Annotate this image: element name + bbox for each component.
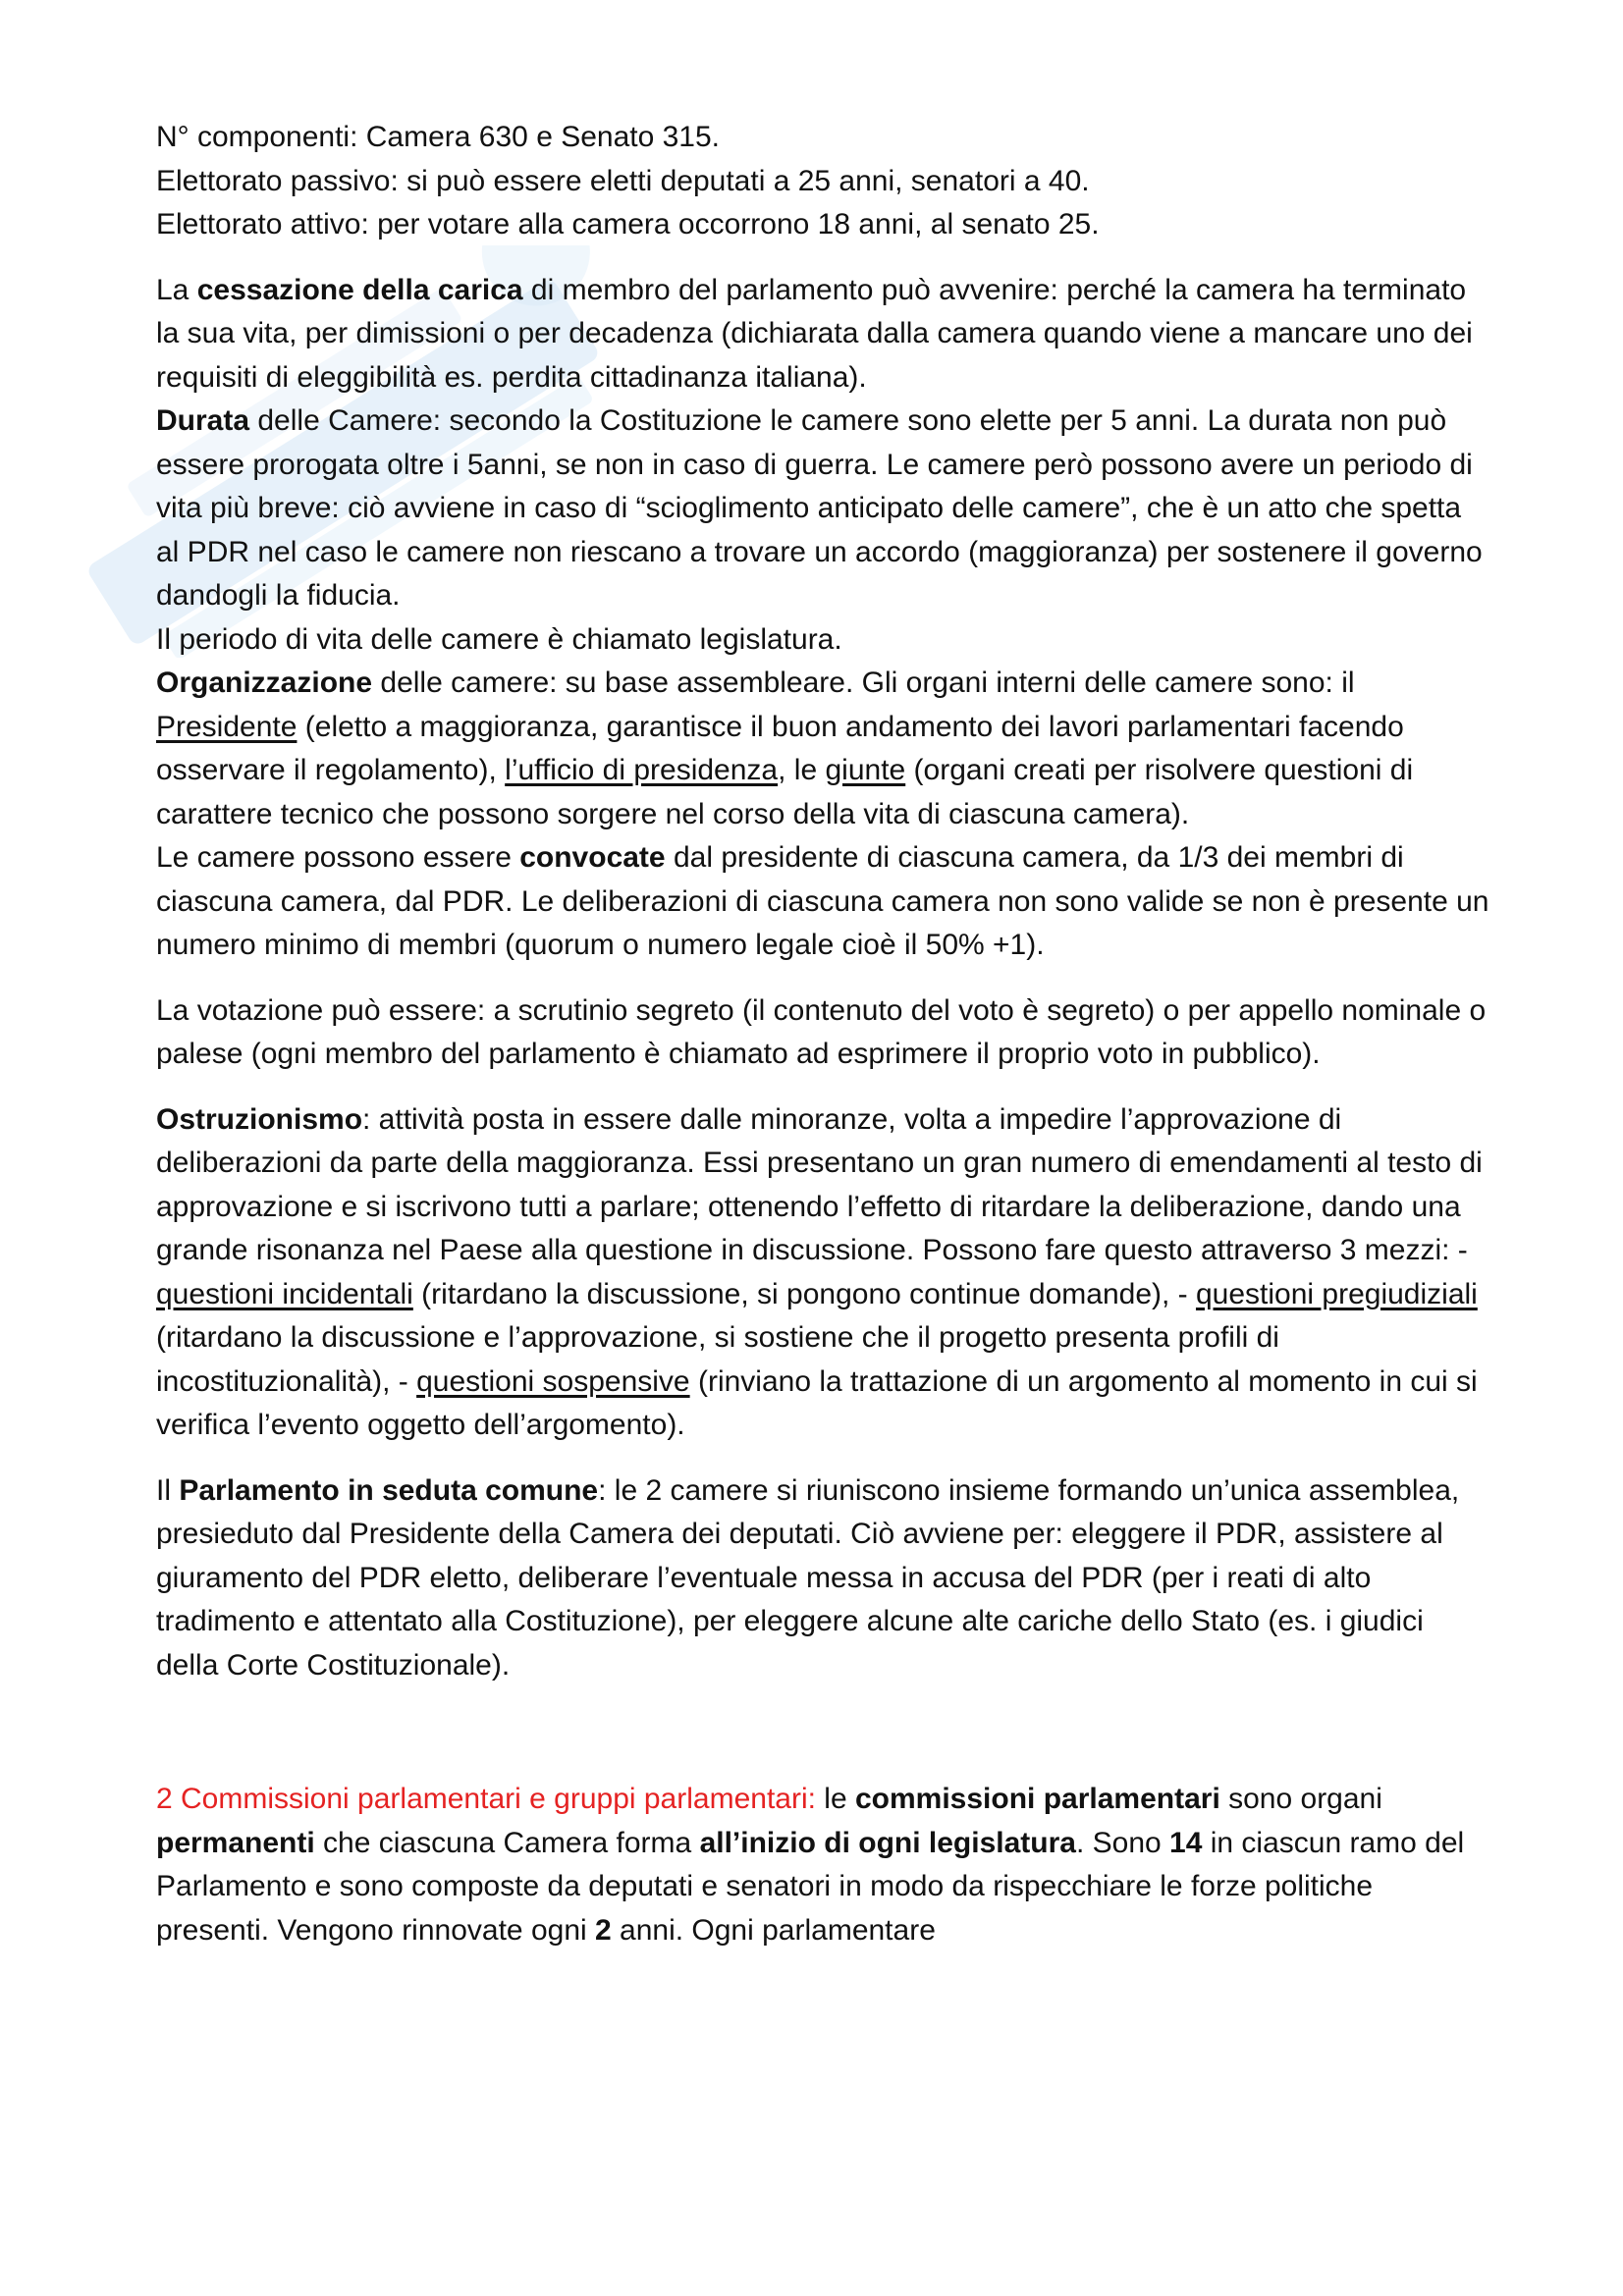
paragraph-convocazione: [156, 836, 1491, 968]
text-run: che ciascuna Camera forma: [314, 1826, 700, 1859]
paragraph-organizzazione: [156, 662, 1491, 836]
bold-term-commissioni: commissioni parlamentari: [854, 1783, 1220, 1815]
text-run: delle camere: su base assembleare. Gli organi interni delle camere sono: il: [372, 667, 1355, 699]
text-run: , le: [778, 754, 826, 786]
text-run: sono organi: [1219, 1783, 1382, 1815]
line-elettorato-attivo: Elettorato attivo: per votare alla camera occorrono 18 anni, al senato 25.: [156, 208, 1100, 240]
text-run: (organi creati per risolvere questioni di carattere tecnico che possono sorgere nel corso della vita di ciascuna camera).: [156, 754, 1414, 830]
text-run: delle Camere: secondo la Costituzione le camere sono elette per 5 anni. La durata non può essere prorogata oltre i 5anni, se non in caso di guerra. Le camere però possono avere un periodo di vita più breve: ciò avviene in caso di “scioglimento anticipato delle camere”, che è un atto che spetta al PDR nel caso le camere non riescano a trovare un accordo (maggioranza) per sostenere il governo dandogli la fiducia.: [156, 404, 1483, 612]
bold-term-convocate: convocate: [519, 841, 666, 874]
text-run: La: [156, 273, 197, 306]
text-run: di membro del parlamento può avvenire: perché la camera ha terminato la sua vita, per dimissioni o per decadenza (dichiarata dalla camera quando viene a mancare uno dei requisiti di eleggibilità es. perdita cittadinanza italiana).: [156, 273, 1473, 394]
underlined-term-incidentali: questioni incidentali: [156, 1277, 413, 1310]
underlined-term-pregiudiziali: questioni pregiudiziali: [1195, 1277, 1478, 1310]
bold-term-permanenti: permanenti: [156, 1826, 315, 1859]
paragraph-legislatura: Il periodo di vita delle camere è chiamato legislatura.: [156, 622, 842, 656]
bold-term-seduta-comune: Parlamento in seduta comune: [179, 1473, 599, 1507]
text-run: (ritardano la discussione, si pongono continue domande), -: [412, 1277, 1196, 1310]
text-run: (ritardano la discussione e l’approvazione, si sostiene che il progetto presenta profili di incostituzionalità), -: [156, 1321, 1279, 1398]
paragraph-seduta-comune: [156, 1469, 1491, 1688]
text-run: (eletto a maggioranza, garantisce il buon andamento dei lavori parlamentari facendo osservare il regolamento),: [156, 710, 1404, 786]
line-componenti: N° componenti: Camera 630 e Senato 315.: [156, 121, 721, 153]
paragraph-durata: [156, 400, 1491, 618]
text-run: : le 2 camere si riuniscono insieme formando un’unica assemblea, presieduto dal Presidente della Camera dei deputati. Ciò avviene per: eleggere il PDR, assistere al giuramento del PDR eletto, deliberare l’eventuale messa in accusa del PDR (per i reati di alto tradimento e attentato alla Costituzione), per eleggere alcune alte cariche dello Stato (es. i giudici della Corte Costituzionale).: [156, 1473, 1460, 1682]
document-body: [156, 116, 1491, 1952]
text-run: le: [815, 1783, 855, 1815]
text-run: Le camere possono essere: [156, 841, 520, 874]
text-run: . Sono: [1075, 1826, 1170, 1859]
text-run: anni. Ogni parlamentare: [611, 1913, 936, 1947]
bold-term-organizzazione: Organizzazione: [156, 667, 373, 699]
paragraph-componenti: [156, 116, 1491, 247]
text-run: Il: [156, 1473, 180, 1507]
paragraph-commissioni: [156, 1778, 1491, 1952]
section-heading-commissioni: 2 Commissioni parlamentari e gruppi parlamentari:: [156, 1783, 816, 1815]
underlined-term-sospensive: questioni sospensive: [416, 1364, 690, 1398]
bold-term-inizio-legislatura: all’inizio di ogni legislatura: [699, 1826, 1076, 1859]
bold-number-2: 2: [595, 1913, 612, 1947]
underlined-term-presidente: Presidente: [156, 710, 298, 743]
underlined-term-ufficio: l’ufficio di presidenza: [505, 754, 779, 786]
text-run: (rinviano la trattazione di un argomento al momento in cui si verifica l’evento oggetto dell’argomento).: [156, 1364, 1478, 1441]
underlined-term-giunte: giunte: [825, 754, 906, 786]
bold-term-durata: Durata: [156, 404, 250, 437]
text-run: dal presidente di ciascuna camera, da 1/3 dei membri di ciascuna camera, dal PDR. Le deliberazioni di ciascuna camera non sono valide se non è presente un numero minimo di membri (quorum o numero legale cioè il 50% +1).: [156, 841, 1489, 961]
bold-term-cessazione: cessazione della carica: [196, 273, 523, 306]
paragraph-votazione: La votazione può essere: a scrutinio segreto (il contenuto del voto è segreto) o per appello nominale o palese (ogni membro del parlamento è chiamato ad esprimere il proprio voto in pubblico).: [156, 993, 1487, 1070]
text-run: : attività posta in essere dalle minoranze, volta a impedire l’approvazione di deliberazioni da parte della maggioranza. Essi presentano un gran numero di emendamenti al testo di approvazione e si iscrivono tutti a parlare; ottenendo l’effetto di ritardare la deliberazione, dando una grande risonanza nel Paese alla questione in discussione. Possono fare questo attraverso 3 mezzi: -: [156, 1102, 1483, 1266]
bold-term-ostruzionismo: Ostruzionismo: [156, 1102, 363, 1136]
text-run: in ciascun ramo del Parlamento e sono composte da deputati e senatori in modo da rispecchiare le forze politiche presenti. Vengono rinnovate ogni: [156, 1826, 1465, 1947]
bold-number-14: 14: [1169, 1826, 1203, 1859]
paragraph-ostruzionismo: [156, 1098, 1491, 1448]
line-elettorato-passivo: Elettorato passivo: si può essere eletti deputati a 25 anni, senatori a 40.: [156, 164, 1090, 197]
paragraph-cessazione: [156, 269, 1491, 400]
